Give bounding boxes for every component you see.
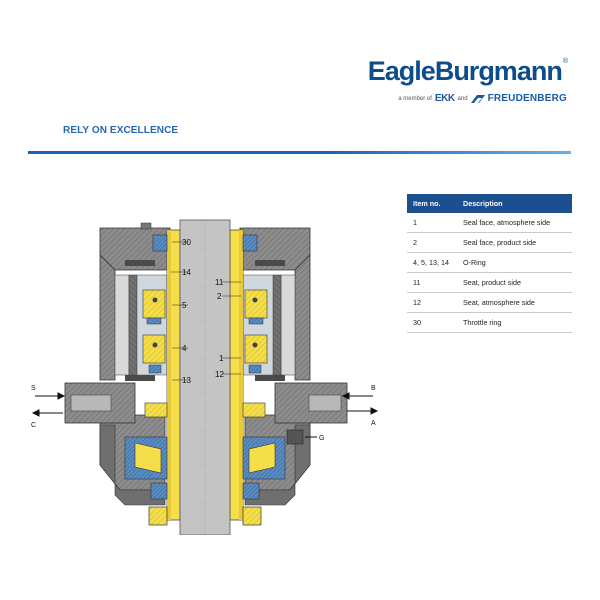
table-row	[407, 273, 572, 293]
item-cell: 4, 5, 13, 14	[407, 253, 457, 273]
item-cell: 30	[407, 313, 457, 333]
member-prefix: a member of	[398, 95, 432, 102]
brand-logo	[368, 58, 567, 85]
parts-table	[407, 194, 572, 333]
ekk-logo: EKK	[434, 93, 455, 104]
description-cell: Throttle ring	[457, 313, 572, 333]
callout-1: 1	[219, 354, 224, 363]
item-cell: 2	[407, 233, 457, 253]
brand-logo-block	[368, 58, 567, 104]
column-header-item: Item no.	[407, 194, 457, 213]
callout-5: 5	[182, 301, 187, 310]
brand-name: EagleBurgmann	[367, 56, 562, 86]
member-line	[368, 93, 567, 104]
port-label-a: A	[371, 420, 376, 427]
column-header-description: Description	[457, 194, 572, 213]
item-cell: 1	[407, 213, 457, 233]
port-label-g: G	[319, 435, 325, 442]
freudenberg-logo: FREUDENBERG	[487, 93, 567, 104]
table-row	[407, 233, 572, 253]
partner-joiner: and	[457, 95, 468, 102]
table-row	[407, 213, 572, 233]
description-cell: O-Ring	[457, 253, 572, 273]
callout-12: 12	[215, 370, 224, 379]
table-header-row	[407, 194, 572, 213]
header-rule	[28, 151, 571, 154]
port-label-b: B	[371, 385, 376, 392]
table-row	[407, 253, 572, 273]
callout-2: 2	[217, 292, 222, 301]
item-cell: 11	[407, 273, 457, 293]
item-cell: 12	[407, 293, 457, 313]
seal-cross-section-diagram	[25, 215, 385, 535]
registered-mark: ®	[562, 58, 567, 65]
freudenberg-mark-icon	[471, 95, 485, 103]
port-label-c: C	[31, 422, 37, 429]
description-cell: Seal face, product side	[457, 233, 572, 253]
callout-14: 14	[182, 268, 191, 277]
description-cell: Seat, product side	[457, 273, 572, 293]
table-row	[407, 313, 572, 333]
callout-13: 13	[182, 376, 191, 385]
tagline: RELY ON EXCELLENCE	[63, 125, 179, 136]
port-label-s: S	[31, 385, 36, 392]
description-cell: Seal face, atmosphere side	[457, 213, 572, 233]
callout-30: 30	[182, 238, 191, 247]
table-row	[407, 293, 572, 313]
callout-11: 11	[215, 278, 224, 287]
callout-4: 4	[182, 344, 187, 353]
description-cell: Seat, atmosphere side	[457, 293, 572, 313]
